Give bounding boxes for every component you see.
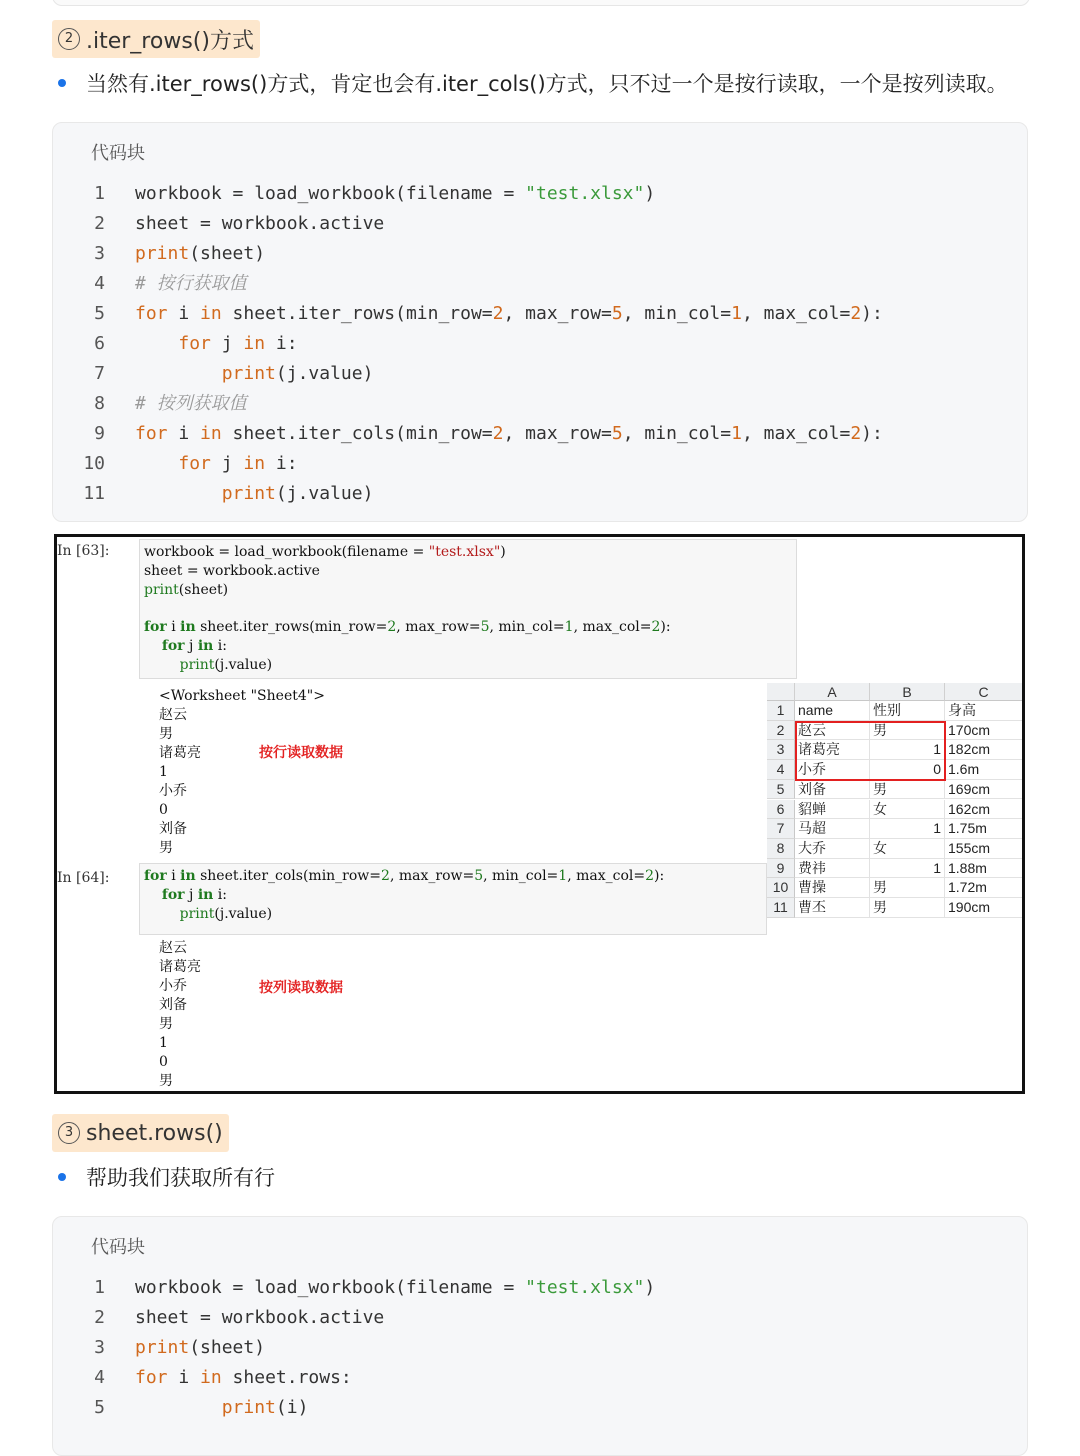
output-line: 赵云: [159, 940, 187, 956]
excel-cell[interactable]: 155cm: [945, 839, 1023, 859]
excel-row-header[interactable]: 11: [767, 898, 795, 918]
line-number: 1: [94, 1277, 105, 1298]
excel-cell[interactable]: 182cm: [945, 740, 1023, 760]
in63-prompt: In [63]:: [57, 543, 110, 559]
bullet-sheet-rows: [58, 1160, 275, 1194]
code-text: # 按行获取值: [135, 273, 247, 294]
output-line: 刘备: [159, 821, 187, 837]
bullet-dot-icon: [58, 79, 66, 87]
code-text: print(sheet): [135, 243, 266, 264]
code-block-iter[interactable]: [52, 122, 1028, 522]
notebook-code-line: print(sheet): [144, 581, 229, 598]
line-number: 10: [83, 453, 105, 474]
in64-cell[interactable]: [139, 863, 767, 935]
excel-column-header[interactable]: A: [795, 683, 870, 701]
excel-cell[interactable]: 费祎: [795, 859, 870, 879]
excel-cell[interactable]: 1.72m: [945, 878, 1023, 898]
code-text: print(j.value): [221, 363, 374, 384]
excel-cell[interactable]: 169cm: [945, 780, 1023, 800]
previous-code-card-edge: [52, 0, 1030, 6]
code-line: [53, 179, 1027, 209]
line-number: 5: [94, 1397, 105, 1418]
excel-corner: [767, 683, 795, 701]
code-text: print(i): [221, 1397, 309, 1418]
excel-cell[interactable]: 大乔: [795, 839, 870, 859]
excel-cell[interactable]: 刘备: [795, 780, 870, 800]
bullet-iter-rows: [58, 66, 1008, 100]
line-number: 7: [94, 363, 105, 384]
notebook-code-line: print(j.value): [179, 905, 273, 922]
excel-column-header[interactable]: B: [870, 683, 945, 701]
code-text: workbook = load_workbook(filename = "test.xlsx"): [135, 183, 656, 204]
code-line: [53, 359, 1027, 389]
section-number-badge: 2: [58, 28, 80, 50]
excel-cell[interactable]: 1: [870, 859, 945, 879]
label-read-by-row: 按行读取数据: [259, 745, 343, 761]
code-line: [53, 269, 1027, 299]
excel-row-header[interactable]: 4: [767, 760, 795, 780]
excel-cell[interactable]: 诸葛亮: [795, 740, 870, 760]
output-line: 0: [159, 802, 168, 818]
selection-highlight-box: [795, 721, 946, 781]
excel-row-header[interactable]: 3: [767, 740, 795, 760]
code-line: [53, 389, 1027, 419]
line-number: 6: [94, 333, 105, 354]
code-text: print(j.value): [221, 483, 374, 504]
code-lines: [53, 179, 1027, 509]
output-line: 男: [159, 1073, 173, 1089]
out64-output: [159, 939, 201, 1091]
excel-cell[interactable]: 小乔: [795, 760, 870, 780]
notebook-code-line: print(j.value): [179, 656, 273, 673]
excel-cell[interactable]: 1: [870, 819, 945, 839]
section-number-badge: 3: [58, 1122, 80, 1144]
excel-cell[interactable]: 170cm: [945, 721, 1023, 741]
notebook-code-line: for i in sheet.iter_cols(min_row=2, max_row=5, min_col=1, max_col=2):: [144, 868, 665, 884]
output-line: 男: [159, 726, 173, 742]
section-heading-iter-rows: [52, 20, 260, 58]
code-line: [53, 1363, 1027, 1393]
bullet-text: 当然有.iter_rows()方式，肯定也会有.iter_cols()方式，只不过一个是按行读取，一个是按列读取。: [86, 72, 1008, 96]
output-line: 男: [159, 840, 173, 856]
excel-row-header[interactable]: 10: [767, 878, 795, 898]
line-number: 1: [94, 183, 105, 204]
code-line: [53, 299, 1027, 329]
output-line: 赵云: [159, 707, 187, 723]
excel-cell[interactable]: 0: [870, 760, 945, 780]
excel-cell[interactable]: 162cm: [945, 800, 1023, 820]
excel-cell[interactable]: 男: [870, 898, 945, 918]
excel-cell[interactable]: 1.75m: [945, 819, 1023, 839]
line-number: 9: [94, 423, 105, 444]
code-lines: [53, 1273, 1027, 1423]
excel-cell[interactable]: 男: [870, 780, 945, 800]
code-text: for i in sheet.rows:: [135, 1367, 352, 1388]
excel-cell[interactable]: 身高: [945, 701, 1023, 721]
output-line: 诸葛亮: [159, 745, 201, 761]
code-line: [53, 329, 1027, 359]
output-line: <Worksheet "Sheet4">: [159, 688, 325, 704]
in64-prompt: In [64]:: [57, 870, 110, 886]
code-text: sheet = workbook.active: [135, 213, 385, 234]
code-line: [53, 1273, 1027, 1303]
output-line: 小乔: [159, 978, 187, 994]
code-line: [53, 1393, 1027, 1423]
code-text: for j in i:: [178, 453, 298, 474]
code-line: [53, 419, 1027, 449]
excel-row-header[interactable]: 5: [767, 780, 795, 800]
excel-cell[interactable]: 貂蝉: [795, 800, 870, 820]
bullet-text: 帮助我们获取所有行: [86, 1166, 275, 1190]
code-text: sheet = workbook.active: [135, 1307, 385, 1328]
line-number: 3: [94, 1337, 105, 1358]
line-number: 3: [94, 243, 105, 264]
excel-row-header[interactable]: 9: [767, 859, 795, 879]
section-title: .iter_rows()方式: [86, 28, 254, 54]
output-line: 1: [159, 764, 168, 780]
code-block-caption: 代码块: [91, 1237, 145, 1258]
excel-row-header[interactable]: 8: [767, 839, 795, 859]
section-title: sheet.rows(): [86, 1120, 223, 1146]
out63-output: [159, 687, 325, 858]
excel-cell[interactable]: 1.88m: [945, 859, 1023, 879]
label-read-by-col: 按列读取数据: [259, 980, 343, 996]
excel-cell[interactable]: 赵云: [795, 721, 870, 741]
excel-cell[interactable]: name: [795, 701, 870, 721]
code-block-rows[interactable]: [52, 1216, 1028, 1456]
code-text: print(sheet): [135, 1337, 266, 1358]
output-line: 刘备: [159, 997, 187, 1013]
excel-row-header[interactable]: 7: [767, 819, 795, 839]
code-line: [53, 209, 1027, 239]
excel-sheet: [767, 683, 1023, 923]
excel-cell[interactable]: 女: [870, 839, 945, 859]
output-line: 男: [159, 1016, 173, 1032]
code-line: [53, 1303, 1027, 1333]
excel-cell[interactable]: 马超: [795, 819, 870, 839]
output-line: 1: [159, 1035, 168, 1051]
bullet-dot-icon: [58, 1173, 66, 1181]
code-line: [53, 479, 1027, 509]
notebook-code-line: sheet = workbook.active: [144, 562, 320, 579]
line-number: 4: [94, 1367, 105, 1388]
code-text: # 按列获取值: [135, 393, 247, 414]
line-number: 2: [94, 1307, 105, 1328]
line-number: 5: [94, 303, 105, 324]
excel-cell[interactable]: 女: [870, 800, 945, 820]
output-line: 0: [159, 1054, 168, 1070]
excel-cell[interactable]: 190cm: [945, 898, 1023, 918]
notebook-code-line: workbook = load_workbook(filename = "test.xlsx"): [144, 544, 506, 560]
excel-cell[interactable]: 1.6m: [945, 760, 1023, 780]
excel-cell[interactable]: 1: [870, 740, 945, 760]
section-heading-sheet-rows: [52, 1114, 229, 1152]
code-text: for i in sheet.iter_cols(min_row=2, max_row=5, min_col=1, max_col=2):: [135, 423, 883, 444]
line-number: 11: [83, 483, 105, 504]
excel-cell[interactable]: 男: [870, 721, 945, 741]
excel-column-header[interactable]: C: [945, 683, 1023, 701]
excel-cell[interactable]: 曹操: [795, 878, 870, 898]
code-line: [53, 239, 1027, 269]
output-line: 诸葛亮: [159, 959, 201, 975]
notebook-screenshot: [54, 534, 1025, 1094]
line-number: 2: [94, 213, 105, 234]
code-line: [53, 1333, 1027, 1363]
code-text: for i in sheet.iter_rows(min_row=2, max_row=5, min_col=1, max_col=2):: [135, 303, 883, 324]
excel-row-header[interactable]: 6: [767, 800, 795, 820]
excel-cell[interactable]: 曹丕: [795, 898, 870, 918]
code-text: workbook = load_workbook(filename = "test.xlsx"): [135, 1277, 656, 1298]
in63-cell[interactable]: [139, 539, 797, 679]
line-number: 4: [94, 273, 105, 294]
output-line: 小乔: [159, 783, 187, 799]
code-line: [53, 449, 1027, 479]
notebook-code-line: for j in i:: [161, 886, 227, 903]
code-block-caption: 代码块: [91, 143, 145, 164]
excel-row-header[interactable]: 2: [767, 721, 795, 741]
excel-row-header[interactable]: 1: [767, 701, 795, 721]
code-text: for j in i:: [178, 333, 298, 354]
line-number: 8: [94, 393, 105, 414]
notebook-code-line: for i in sheet.iter_rows(min_row=2, max_row=5, min_col=1, max_col=2):: [144, 619, 671, 636]
excel-cell[interactable]: 性别: [870, 701, 945, 721]
notebook-code-line: for j in i:: [161, 638, 227, 654]
excel-cell[interactable]: 男: [870, 878, 945, 898]
